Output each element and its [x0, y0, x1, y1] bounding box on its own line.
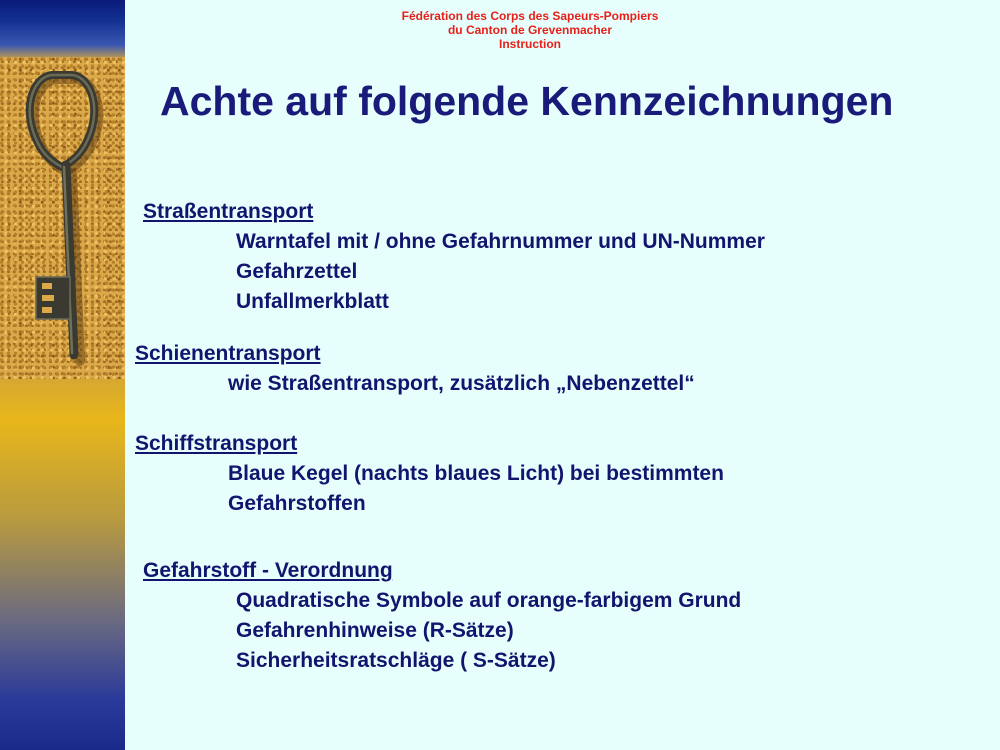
section-line: wie Straßentransport, zusätzlich „Nebenzettel“ — [228, 372, 695, 395]
section-line: Gefahrstoffen — [228, 492, 366, 515]
section-heading: Gefahrstoff - Verordnung — [143, 559, 393, 582]
section-rail-transport — [135, 339, 695, 399]
section-ship-transport — [135, 429, 724, 519]
section-heading: Schienentransport — [135, 342, 321, 365]
organization-header — [330, 9, 730, 51]
section-line: Sicherheitsratschläge ( S-Sätze) — [236, 649, 556, 672]
section-heading: Schiffstransport — [135, 432, 298, 455]
key-icon — [0, 57, 125, 379]
section-line: Gefahrenhinweise (R-Sätze) — [236, 619, 514, 642]
section-line: Quadratische Symbole auf orange-farbigem Grund — [236, 589, 742, 612]
slide-title: Achte auf folgende Kennzeichnungen — [160, 78, 894, 124]
section-heading: Straßentransport — [143, 200, 314, 223]
section-hazardous-substances-ordinance — [143, 556, 741, 676]
section-line: Blaue Kegel (nachts blaues Licht) bei bestimmten — [228, 462, 724, 485]
section-road-transport — [143, 197, 765, 317]
section-line: Gefahrzettel — [236, 260, 358, 283]
header-line-3: Instruction — [499, 37, 561, 51]
header-line-1: Fédération des Corps des Sapeurs-Pompiers — [401, 9, 659, 23]
header-line-2: du Canton de Grevenmacher — [447, 23, 613, 37]
section-line: Unfallmerkblatt — [236, 290, 389, 313]
section-line: Warntafel mit / ohne Gefahrnummer und UN-Nummer — [236, 230, 765, 253]
